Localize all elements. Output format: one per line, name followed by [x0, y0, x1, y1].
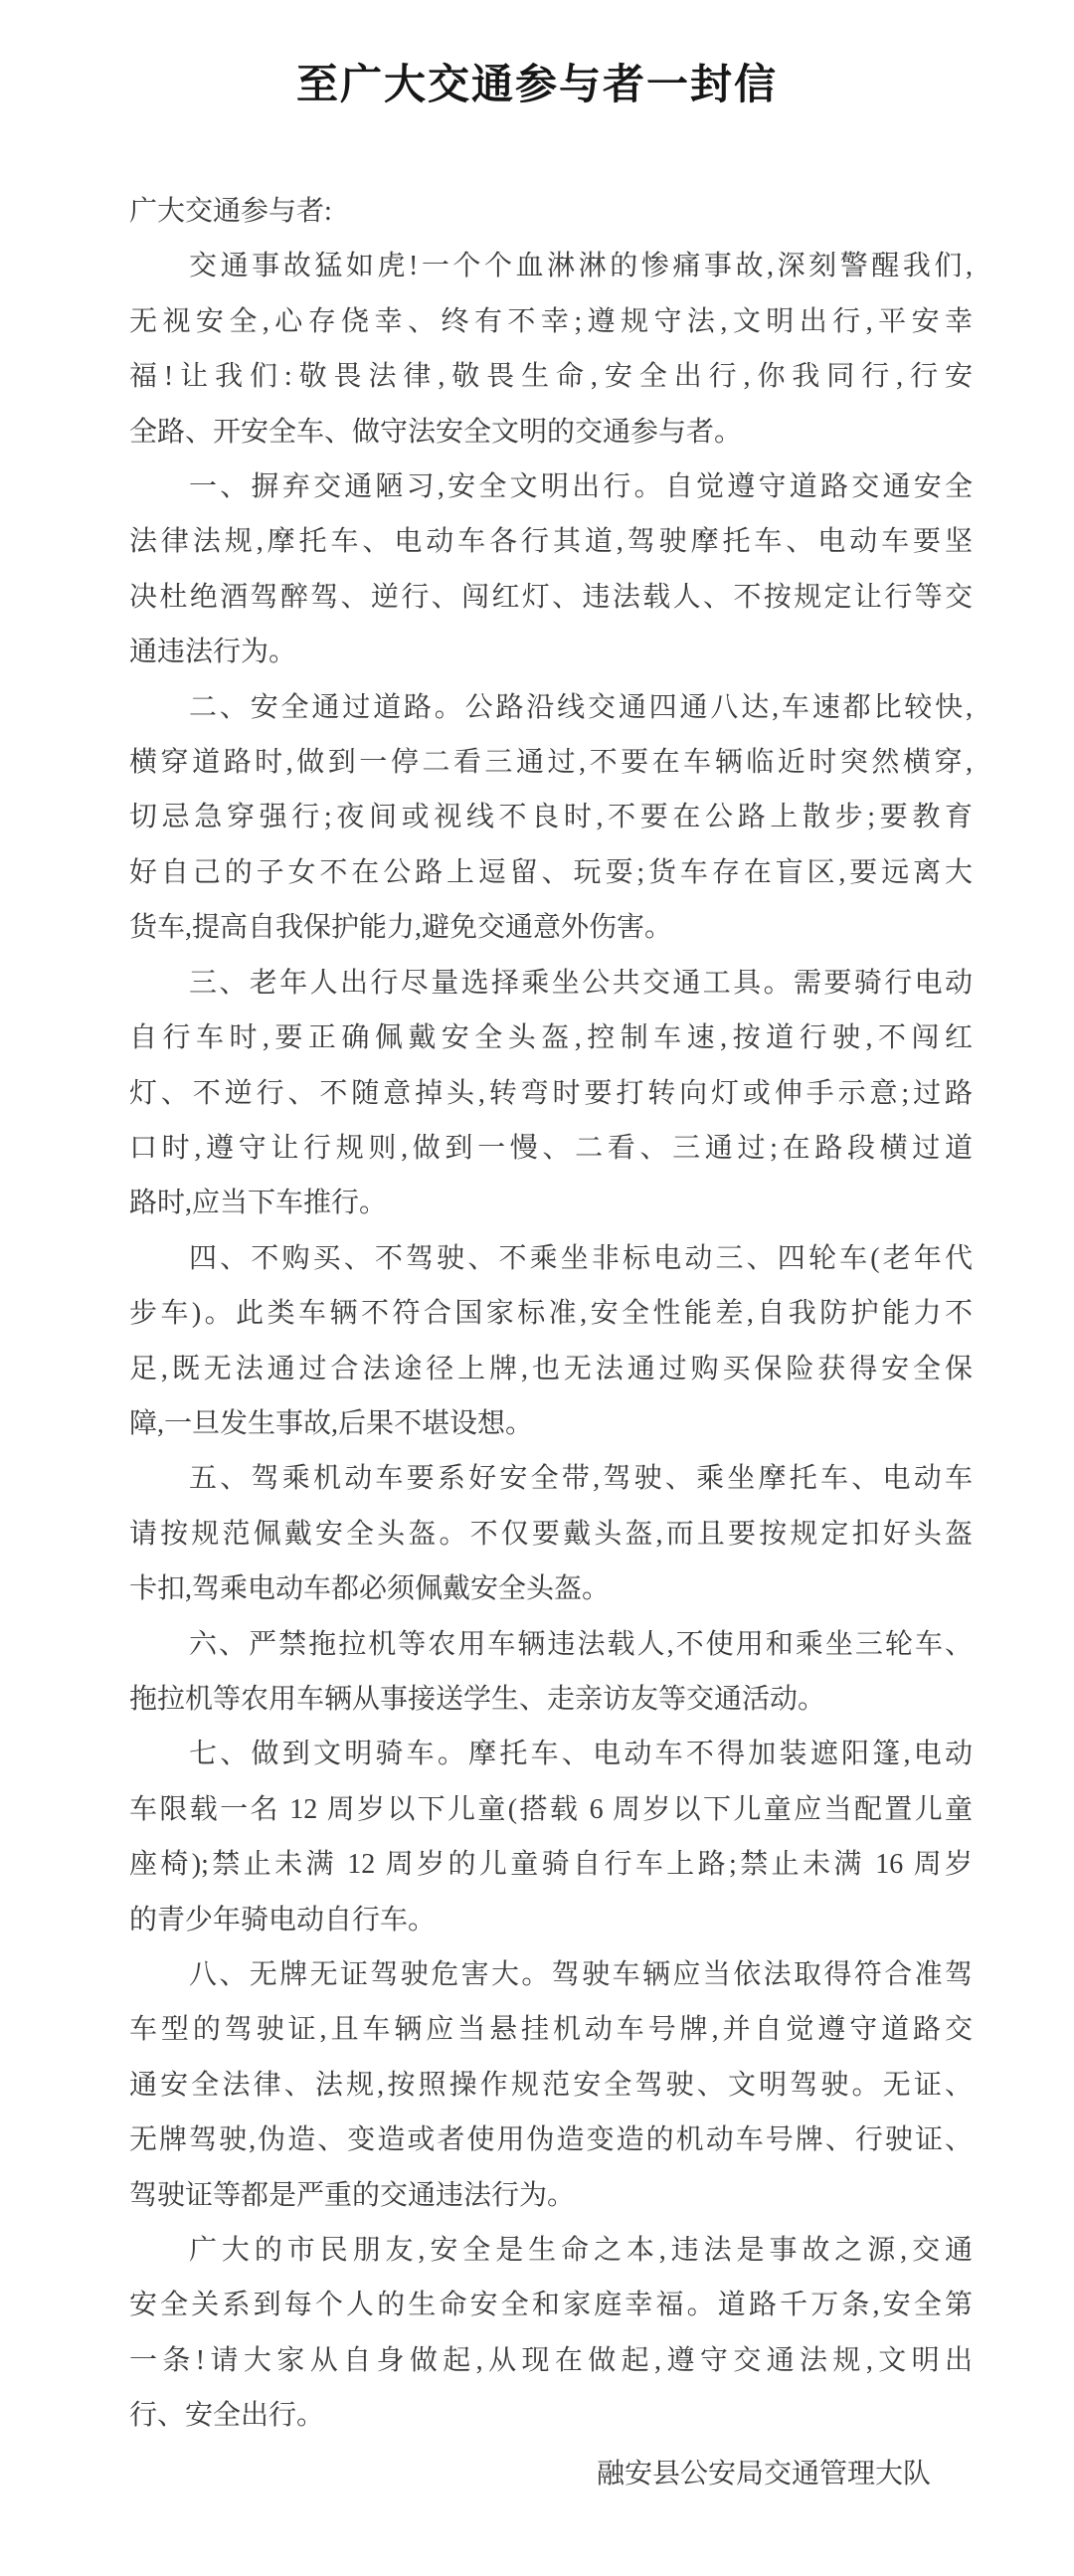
body-line: 通安全法律、法规,按照操作规范安全驾驶、文明驾驶。无证、 — [129, 2069, 973, 2101]
body-line: 步车)。此类车辆不符合国家标准,安全性能差,自我防护能力不 — [129, 1298, 973, 1330]
body-line: 无牌驾驶,伪造、变造或者使用伪造变造的机动车号牌、行驶证、 — [129, 2124, 973, 2156]
body-line: 口时,遵守让行规则,做到一慢、二看、三通过;在路段横过道 — [129, 1132, 973, 1164]
body-line: 四、不购买、不驾驶、不乘坐非标电动三、四轮车(老年代 — [189, 1242, 973, 1274]
body-line: 全路、开安全车、做守法安全文明的交通参与者。 — [129, 416, 743, 448]
body-line: 广大的市民朋友,安全是生命之本,违法是事故之源,交通 — [189, 2235, 973, 2267]
body-line: 灯、不逆行、不随意掉头,转弯时要打转向灯或伸手示意;过路 — [129, 1077, 973, 1109]
body-line: 六、严禁拖拉机等农用车辆违法载人,不使用和乘坐三轮车、 — [189, 1628, 973, 1660]
letter-title: 至广大交通参与者一封信 — [295, 63, 778, 108]
body-line: 请按规范佩戴安全头盔。不仅要戴头盔,而且要按规定扣好头盔 — [129, 1518, 973, 1550]
body-line: 卡扣,驾乘电动车都必须佩戴安全头盔。 — [129, 1573, 611, 1605]
body-line: 座椅);禁止未满 12 周岁的儿童骑自行车上路;禁止未满 16 周岁 — [129, 1849, 973, 1881]
body-line: 驾驶证等都是严重的交通违法行为。 — [129, 2179, 576, 2211]
body-line: 福!让我们:敬畏法律,敬畏生命,安全出行,你我同行,行安 — [129, 361, 973, 393]
body-line: 三、老年人出行尽量选择乘坐公共交通工具。需要骑行电动 — [189, 967, 973, 999]
body-line: 决杜绝酒驾醉驾、逆行、闯红灯、违法载人、不按规定让行等交 — [129, 581, 973, 613]
body-line: 一条!请大家从自身做起,从现在做起,遵守交通法规,文明出 — [129, 2344, 973, 2376]
letter-signature: 融安县公安局交通管理大队 — [596, 2459, 931, 2489]
body-line: 货车,提高自我保护能力,避免交通意外伤害。 — [129, 912, 673, 944]
body-line: 的青少年骑电动自行车。 — [129, 1904, 437, 1935]
body-line: 好自己的子女不在公路上逗留、玩耍;货车存在盲区,要远离大 — [129, 856, 973, 888]
body-line: 障,一旦发生事故,后果不堪设想。 — [129, 1407, 534, 1439]
body-line: 七、做到文明骑车。摩托车、电动车不得加装遮阳篷,电动 — [189, 1739, 973, 1770]
body-line: 路时,应当下车推行。 — [129, 1188, 388, 1219]
body-line: 二、安全通过道路。公路沿线交通四通八达,车速都比较快, — [189, 691, 973, 723]
body-line: 横穿道路时,做到一停二看三通过,不要在车辆临近时突然横穿, — [129, 747, 973, 779]
body-line: 行、安全出行。 — [129, 2400, 325, 2432]
body-line: 五、驾乘机动车要系好安全带,驾驶、乘坐摩托车、电动车 — [189, 1463, 973, 1495]
body-line: 一、摒弃交通陋习,安全文明出行。自觉遵守道路交通安全 — [189, 471, 973, 503]
body-line: 八、无牌无证驾驶危害大。驾驶车辆应当依法取得符合准驾 — [189, 1959, 973, 1990]
body-line: 通违法行为。 — [129, 637, 297, 668]
letter-body — [129, 184, 973, 2444]
body-line: 自行车时,要正确佩戴安全头盔,控制车速,按道行驶,不闯红 — [129, 1022, 973, 1054]
body-line: 法律法规,摩托车、电动车各行其道,驾驶摩托车、电动车要坚 — [129, 526, 973, 558]
body-line: 拖拉机等农用车辆从事接送学生、走亲访友等交通活动。 — [129, 1683, 826, 1715]
body-line: 车限载一名 12 周岁以下儿童(搭载 6 周岁以下儿童应当配置儿童 — [129, 1793, 973, 1825]
body-line: 交通事故猛如虎!一个个血淋淋的惨痛事故,深刻警醒我们, — [189, 251, 973, 282]
letter-salutation: 广大交通参与者: — [129, 196, 332, 227]
body-line: 无视安全,心存侥幸、终有不幸;遵规守法,文明出行,平安幸 — [129, 305, 973, 337]
body-line: 切忌急穿强行;夜间或视线不良时,不要在公路上散步;要教育 — [129, 802, 973, 833]
body-line: 车型的驾驶证,且车辆应当悬挂机动车号牌,并自觉遵守道路交 — [129, 2014, 973, 2046]
body-line: 足,既无法通过合法途径上牌,也无法通过购买保险获得安全保 — [129, 1353, 973, 1384]
body-line: 安全关系到每个人的生命安全和家庭幸福。道路千万条,安全第 — [129, 2290, 973, 2321]
